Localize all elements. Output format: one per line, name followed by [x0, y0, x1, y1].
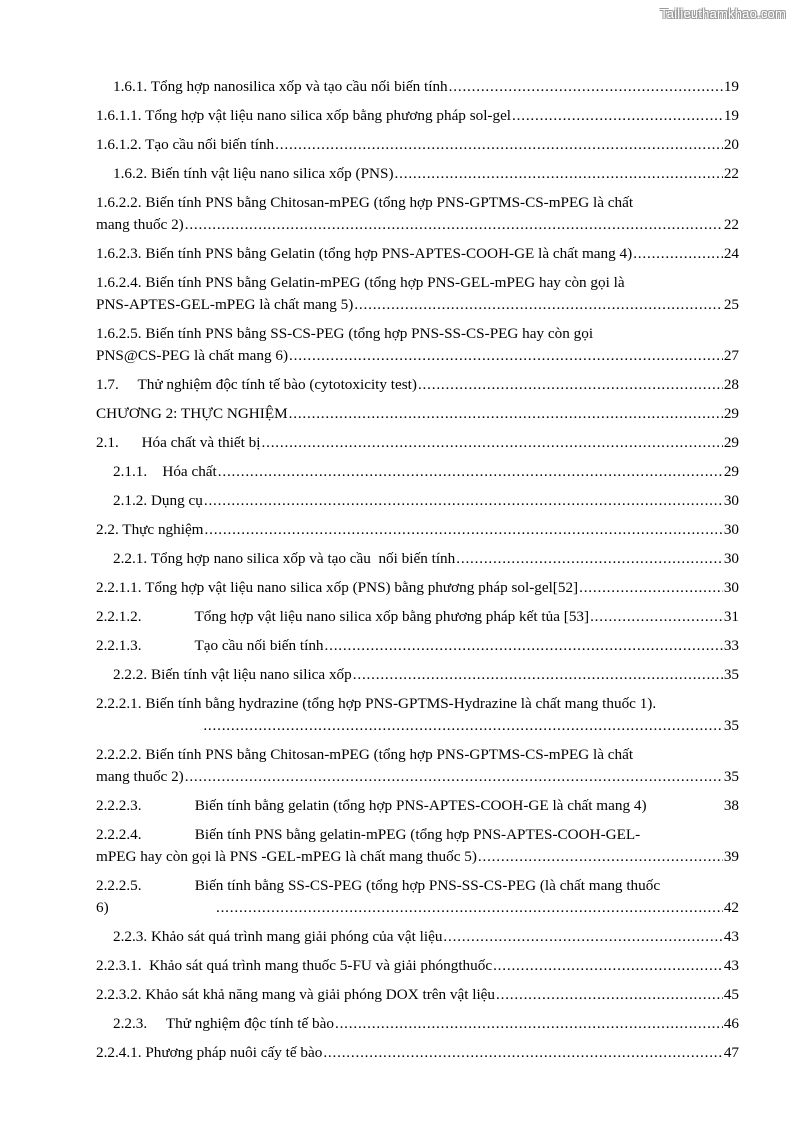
toc-entry-title: 1.7. Thử nghiệm độc tính tế bào (cytotoxicity test) — [96, 376, 417, 393]
toc-page-number: 19 — [723, 107, 739, 124]
toc-entry-title — [96, 715, 202, 737]
toc-entry-title: 2.2.3. Thử nghiệm độc tính tế bào — [113, 1015, 334, 1032]
toc-entry-title: 2.2.2.1. Biến tính bằng hydrazine (tổng hợp PNS-GPTMS-Hydrazine là chất mang thuốc 1). — [96, 695, 657, 712]
dot-leader — [262, 432, 723, 454]
toc-entry-title: 2.2.2.3. Biến tính bằng gelatin (tổng hợp PNS-APTES-COOH-GE là chất mang 4) — [96, 797, 647, 814]
toc-entry-title: 1.6.1.2. Tạo cầu nối biến tính — [96, 136, 275, 153]
dot-leader — [354, 294, 723, 316]
toc-entry-title: 1.6.2.3. Biến tính PNS bằng Gelatin (tổng hợp PNS-APTES-COOH-GE là chất mang 4) — [96, 245, 633, 262]
dot-leader — [185, 214, 723, 236]
toc-page-number: 20 — [723, 136, 739, 153]
toc-page-number: 45 — [723, 986, 739, 1003]
toc-entry[interactable] — [96, 76, 739, 98]
toc-entry[interactable] — [96, 272, 739, 316]
toc-page-number: 25 — [723, 296, 739, 313]
dot-leader — [443, 926, 722, 948]
toc-entry[interactable] — [96, 134, 739, 156]
toc-page-number: 35 — [723, 717, 739, 734]
toc-entry[interactable] — [96, 795, 739, 817]
toc-entry-title: PNS-APTES-GEL-mPEG là chất mang 5) — [96, 296, 354, 313]
toc-entry-title: 2.2.4.1. Phương pháp nuôi cấy tế bào — [96, 1044, 323, 1061]
toc-entry-title: 2.2.3.2. Khảo sát khả năng mang và giải phóng DOX trên vật liệu — [96, 986, 496, 1003]
toc-entry-title: 1.6.1.1. Tổng hợp vật liệu nano silica xốp bằng phương pháp sol-gel — [96, 107, 512, 124]
toc-entry-title: 1.6.2.5. Biến tính PNS bằng SS-CS-PEG (tổng hợp PNS-SS-CS-PEG hay còn gọi — [96, 325, 594, 342]
toc-entry[interactable] — [96, 984, 739, 1006]
toc-entry[interactable] — [96, 824, 739, 868]
toc-entry-title: 2.1.2. Dụng cụ — [113, 492, 203, 509]
dot-leader — [418, 374, 723, 396]
toc-page-number: 29 — [723, 434, 739, 451]
dot-leader — [218, 461, 723, 483]
watermark-text: Tailieuthamkhao.com — [660, 6, 786, 21]
dot-leader — [185, 766, 723, 788]
toc-entry[interactable] — [96, 693, 739, 737]
toc-entry-title: 2.2.3. Khảo sát quá trình mang giải phóng của vật liệu — [113, 928, 443, 945]
toc-entry[interactable] — [96, 955, 739, 977]
toc-page-number: 33 — [723, 637, 739, 654]
toc-entry[interactable] — [96, 432, 739, 454]
toc-entry-title: 1.6.1. Tổng hợp nanosilica xốp và tạo cầu nối biến tính — [113, 78, 448, 95]
toc-entry-title: 1.6.2. Biến tính vật liệu nano silica xốp (PNS) — [113, 165, 394, 182]
toc-entry[interactable] — [96, 461, 739, 483]
toc-page-number: 24 — [723, 245, 739, 262]
dot-leader — [205, 519, 723, 541]
toc-entry[interactable] — [96, 577, 739, 599]
dot-leader — [323, 1042, 722, 1064]
toc-page-number: 35 — [723, 768, 739, 785]
toc-entry[interactable] — [96, 192, 739, 236]
toc-entry-title: PNS@CS-PEG là chất mang 6) — [96, 347, 289, 364]
dot-leader — [493, 955, 723, 977]
dot-leader — [590, 606, 723, 628]
toc-entry-title: 2.2.2. Biến tính vật liệu nano silica xốp — [113, 666, 352, 683]
toc-entry-title: 2.2.1.3. Tạo cầu nối biến tính — [96, 637, 324, 654]
toc-page-number: 30 — [723, 521, 739, 538]
toc-entry[interactable] — [96, 374, 739, 396]
toc-entry-title: mang thuốc 2) — [96, 768, 184, 785]
toc-entry[interactable] — [96, 323, 739, 367]
toc-entry-title: 2.2.1. Tổng hợp nano silica xốp và tạo cầu nối biến tính — [113, 550, 456, 567]
dot-leader — [216, 897, 723, 919]
toc-entry-title: mang thuốc 2) — [96, 216, 184, 233]
toc-entry[interactable] — [96, 664, 739, 686]
toc-entry[interactable] — [96, 926, 739, 948]
toc-entry[interactable] — [96, 635, 739, 657]
toc-entry[interactable] — [96, 875, 739, 919]
toc-entry-title: 1.6.2.2. Biến tính PNS bằng Chitosan-mPEG (tổng hợp PNS-GPTMS-CS-mPEG là chất — [96, 194, 634, 211]
toc-entry-title: 2.1. Hóa chất và thiết bị — [96, 434, 261, 451]
dot-leader — [478, 846, 723, 868]
toc-page-number: 42 — [723, 899, 739, 916]
toc-entry-title: CHƯƠNG 2: THỰC NGHIỆM — [96, 405, 288, 422]
dot-leader — [633, 243, 723, 265]
toc-entry-title: 2.2.2.5. Biến tính bằng SS-CS-PEG (tổng hợp PNS-SS-CS-PEG (là chất mang thuốc — [96, 877, 661, 894]
dot-leader — [335, 1013, 723, 1035]
toc-entry[interactable] — [96, 403, 739, 425]
dot-leader — [512, 105, 723, 127]
dot-leader — [579, 577, 723, 599]
toc-page-number: 47 — [723, 1044, 739, 1061]
toc-entry[interactable] — [96, 1042, 739, 1064]
toc-entry[interactable] — [96, 243, 739, 265]
dot-leader — [275, 134, 723, 156]
toc-entry[interactable] — [96, 490, 739, 512]
toc-page-number: 22 — [723, 165, 739, 182]
toc-page-number: 27 — [723, 347, 739, 364]
toc-page-number: 39 — [723, 848, 739, 865]
toc-entry-title: 1.6.2.4. Biến tính PNS bằng Gelatin-mPEG (tổng hợp PNS-GEL-mPEG hay còn gọi là — [96, 274, 625, 291]
table-of-contents — [96, 76, 739, 1071]
dot-leader — [449, 76, 723, 98]
toc-entry[interactable] — [96, 548, 739, 570]
dot-leader — [289, 345, 723, 367]
toc-entry-title: 2.2.3.1. Khảo sát quá trình mang thuốc 5-FU và giải phóngthuốc — [96, 957, 493, 974]
toc-page-number: 46 — [723, 1015, 739, 1032]
toc-entry-title: 2.2.2.2. Biến tính PNS bằng Chitosan-mPEG (tổng hợp PNS-GPTMS-CS-mPEG là chất — [96, 746, 634, 763]
dot-leader — [456, 548, 723, 570]
toc-entry-title: 2.1.1. Hóa chất — [113, 463, 217, 480]
toc-page-number: 38 — [723, 797, 739, 814]
toc-page-number: 35 — [723, 666, 739, 683]
toc-page-number: 22 — [723, 216, 739, 233]
toc-entry-title: 6) — [96, 899, 215, 916]
dot-leader — [289, 403, 723, 425]
toc-entry[interactable] — [96, 163, 739, 185]
toc-page-number: 19 — [723, 78, 739, 95]
toc-entry[interactable] — [96, 606, 739, 628]
toc-page-number: 31 — [723, 608, 739, 625]
dot-leader — [204, 490, 723, 512]
toc-page-number: 30 — [723, 550, 739, 567]
toc-entry-title: 2.2.1.1. Tổng hợp vật liệu nano silica xốp (PNS) bằng phương pháp sol-gel[52] — [96, 579, 579, 596]
toc-page-number: 28 — [723, 376, 739, 393]
toc-entry[interactable] — [96, 744, 739, 788]
toc-entry-title: 2.2. Thực nghiệm — [96, 521, 204, 538]
toc-page-number: 29 — [723, 463, 739, 480]
toc-page-number: 30 — [723, 492, 739, 509]
toc-entry[interactable] — [96, 1013, 739, 1035]
toc-page-number: 43 — [723, 928, 739, 945]
toc-page-number: 30 — [723, 579, 739, 596]
toc-page-number: 29 — [723, 405, 739, 422]
dot-leader — [496, 984, 723, 1006]
toc-entry[interactable] — [96, 519, 739, 541]
toc-entry[interactable] — [96, 105, 739, 127]
dot-leader — [325, 635, 723, 657]
toc-entry-title: 2.2.1.2. Tổng hợp vật liệu nano silica xốp bằng phương pháp kết tủa [53] — [96, 608, 590, 625]
dot-leader — [203, 715, 723, 737]
toc-entry-title: 2.2.2.4. Biến tính PNS bằng gelatin-mPEG (tổng hợp PNS-APTES-COOH-GEL- — [96, 826, 641, 843]
toc-entry-title: mPEG hay còn gọi là PNS -GEL-mPEG là chất mang thuốc 5) — [96, 848, 477, 865]
dot-leader — [395, 163, 723, 185]
dot-leader — [353, 664, 723, 686]
toc-page-number: 43 — [723, 957, 739, 974]
